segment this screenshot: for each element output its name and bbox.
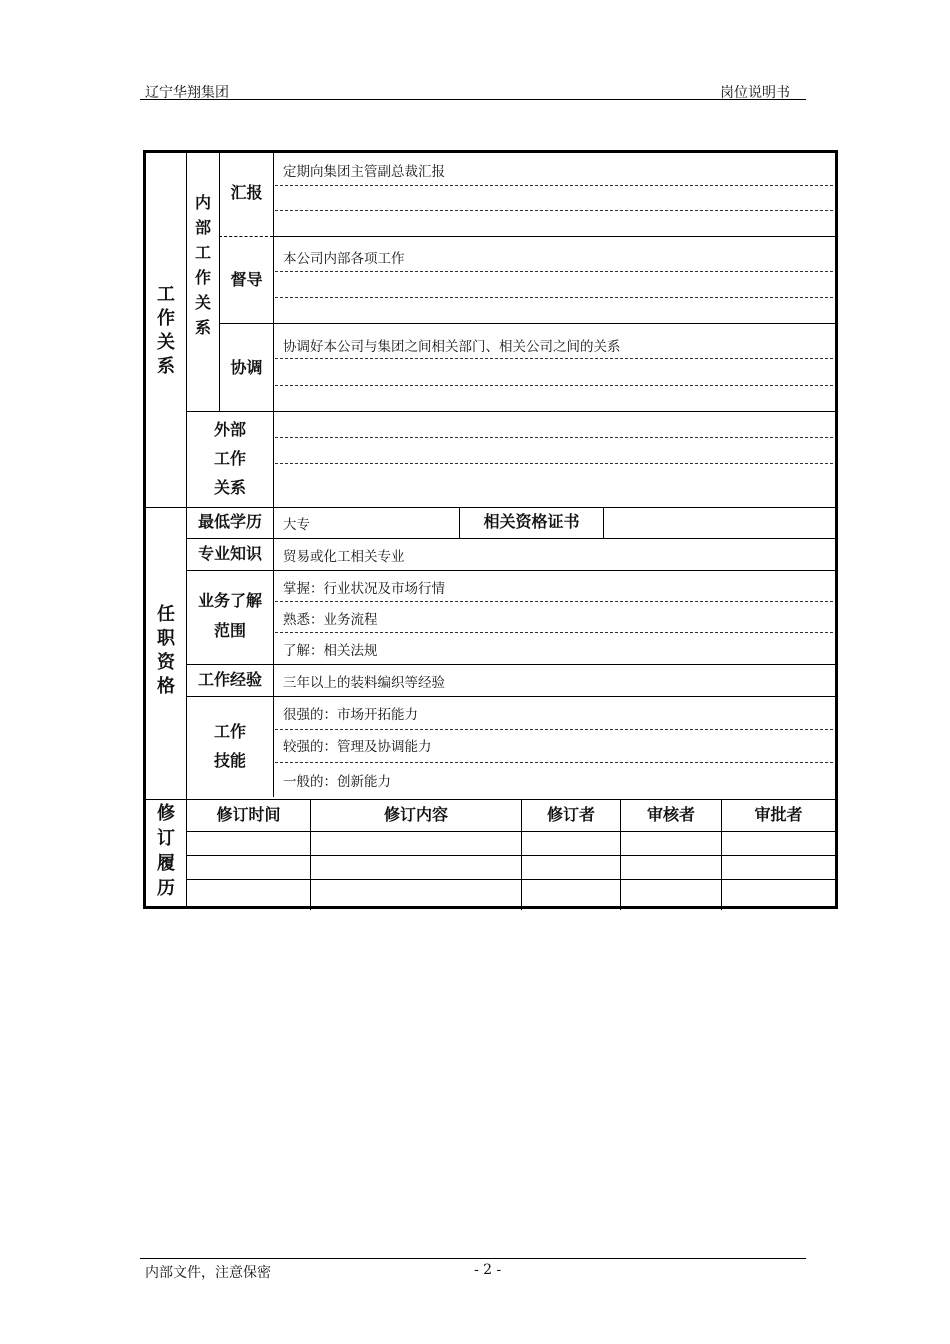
supervise-bottom-line xyxy=(219,323,835,324)
revision-col-content: 修订内容 xyxy=(383,805,448,824)
qualifications-title: 任 职 资 格 xyxy=(157,604,175,697)
external-dash-2 xyxy=(275,463,833,464)
revision-history-title: 修 订 履 历 xyxy=(157,803,175,899)
qualifications-bottom-line xyxy=(146,799,835,800)
revision-col-approver: 审批者 xyxy=(754,805,803,824)
coordinate-text: 协调好本公司与集团之间相关部门、相关公司之间的关系 xyxy=(283,339,621,355)
company-name: 辽宁华翔集团 xyxy=(145,85,229,101)
coordinate-dash-2 xyxy=(275,385,833,386)
skill-average: 一般的：创新能力 xyxy=(283,774,391,790)
scope-dash-2 xyxy=(275,632,833,633)
skill-good: 较强的：管理及协调能力 xyxy=(283,739,432,755)
min-education-value: 大专 xyxy=(283,517,310,533)
scope-dash-1 xyxy=(275,601,833,602)
coordinate-dash-1 xyxy=(275,358,833,359)
revision-col-reviser: 修订者 xyxy=(546,805,595,824)
work-relations-title: 工 作 关 系 xyxy=(157,284,175,377)
revision-header-line xyxy=(186,831,835,832)
scope-bottom-line xyxy=(186,664,835,665)
external-dash-1 xyxy=(275,437,833,438)
revision-col-date: 修订时间 xyxy=(216,805,281,824)
business-scope-label: 业务了解 范围 xyxy=(197,591,262,640)
skill-strong: 很强的：市场开拓能力 xyxy=(283,707,418,723)
page-number: - 2 - xyxy=(474,1262,502,1278)
scope-item-familiar: 熟悉：业务流程 xyxy=(283,612,378,628)
cert-value-divider xyxy=(603,507,604,538)
document-type: 岗位说明书 xyxy=(720,85,790,101)
supervise-label: 督导 xyxy=(230,270,263,289)
report-label: 汇报 xyxy=(230,183,263,202)
skills-dash-2 xyxy=(275,762,833,763)
supervise-dash-2 xyxy=(275,297,833,298)
confidentiality-notice: 内部文件，注意保密 xyxy=(145,1265,271,1281)
report-label-dash xyxy=(219,236,273,237)
experience-label: 工作经验 xyxy=(197,670,262,689)
skills-label: 工作 技能 xyxy=(213,722,246,770)
revision-row-line-1 xyxy=(186,855,835,856)
knowledge-label: 专业知识 xyxy=(197,544,262,563)
scope-item-understand: 了解：相关法规 xyxy=(283,643,378,659)
certificate-label: 相关资格证书 xyxy=(483,512,580,531)
report-dash-2 xyxy=(275,210,833,211)
min-education-label: 最低学历 xyxy=(197,512,262,531)
report-dash-1 xyxy=(275,185,833,186)
footer-rule xyxy=(140,1258,806,1259)
revision-row-line-2 xyxy=(186,879,835,880)
label-col-divider xyxy=(273,153,274,507)
supervise-dash-1 xyxy=(275,271,833,272)
knowledge-bottom-line xyxy=(186,570,835,571)
knowledge-value: 贸易或化工相关专业 xyxy=(283,549,405,565)
scope-item-master: 掌握：行业状况及市场行情 xyxy=(283,581,445,597)
education-bottom-line xyxy=(186,538,835,539)
revision-col-reviewer: 审核者 xyxy=(646,805,695,824)
internal-bottom-line xyxy=(186,411,835,412)
report-text: 定期向集团主管副总裁汇报 xyxy=(283,164,445,180)
header-rule xyxy=(140,99,806,100)
qual-label-col-divider xyxy=(273,507,274,797)
skills-dash-1 xyxy=(275,729,833,730)
internal-relations-title: 内 部 工 作 关 系 xyxy=(194,193,211,337)
experience-bottom-line xyxy=(186,696,835,697)
report-bottom-line xyxy=(273,236,835,237)
supervise-text: 本公司内部各项工作 xyxy=(283,251,405,267)
experience-value: 三年以上的装料编织等经验 xyxy=(283,675,445,691)
external-relations-title: 外部 工作 关系 xyxy=(213,420,246,497)
coordinate-label: 协调 xyxy=(230,358,263,377)
